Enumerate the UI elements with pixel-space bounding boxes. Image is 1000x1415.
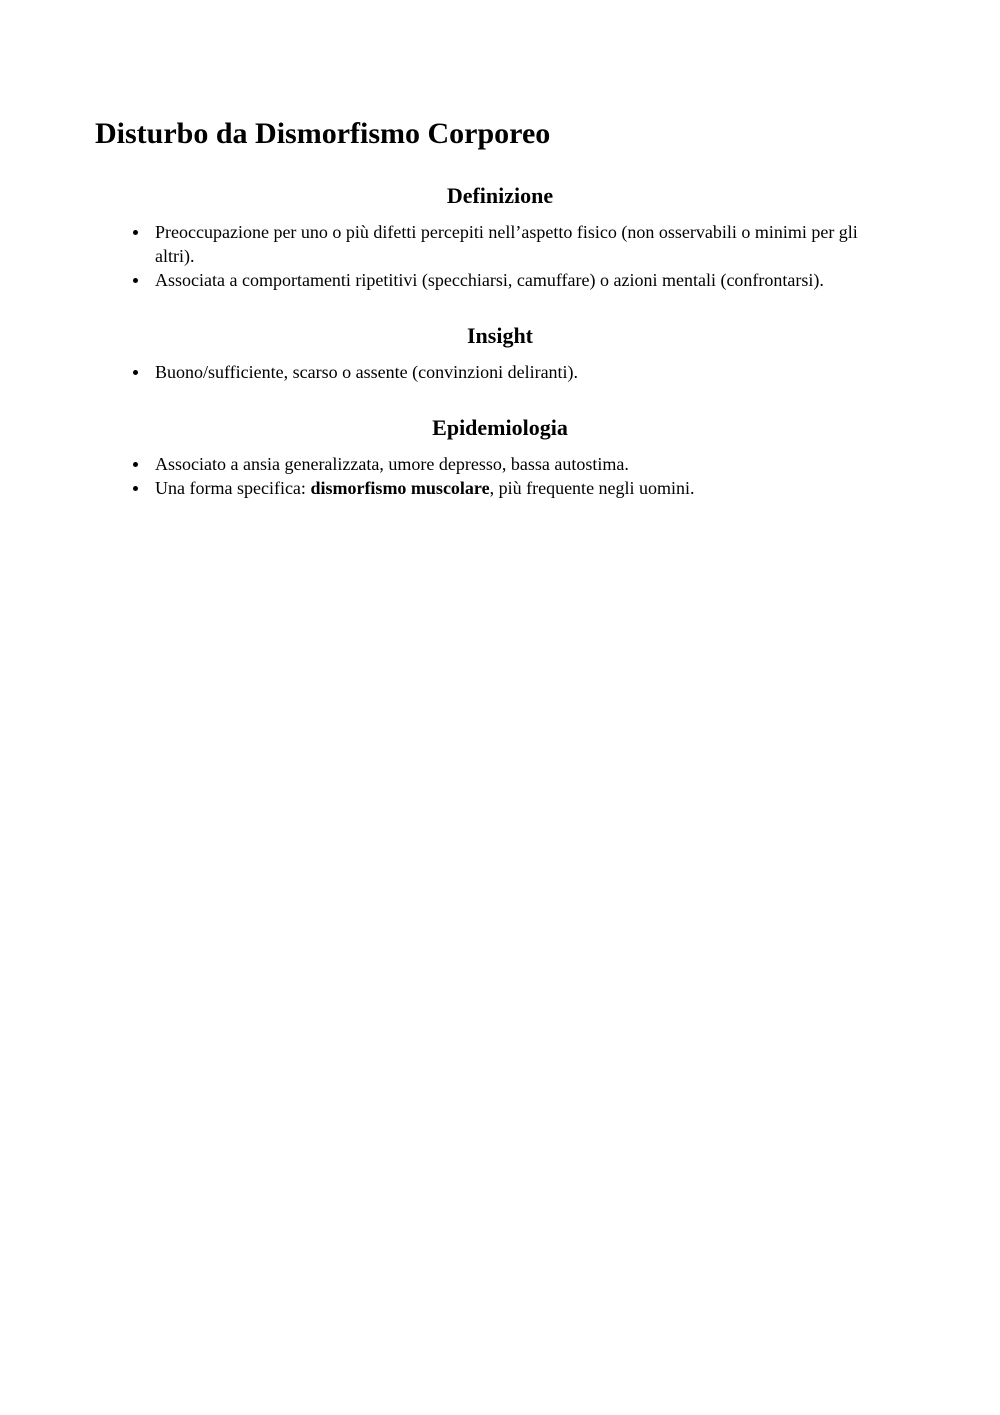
list-item-text-prefix: Una forma specifica:	[155, 478, 311, 498]
bullet-icon	[133, 278, 138, 283]
list-item-text-suffix: , più frequente negli uomini.	[489, 478, 695, 498]
bullet-icon	[133, 462, 138, 467]
list-item-text: Buono/sufficiente, scarso o assente (convinzioni deliranti).	[155, 362, 579, 382]
page-title: Disturbo da Dismorfismo Corporeo	[95, 117, 551, 150]
list-item	[0, 268, 900, 292]
list-item-text: Associato a ansia generalizzata, umore depresso, bassa autostima.	[155, 454, 629, 474]
bullet-list-insight	[0, 360, 1000, 384]
section-heading-insight: Insight	[466, 323, 534, 348]
bullet-list-definizione	[0, 220, 1000, 292]
list-item	[0, 360, 900, 384]
list-item-text: Preoccupazione per uno o più difetti percepiti nell’aspetto fisico (non osservabili o minimi per gli altri).	[155, 222, 858, 266]
list-item-text: Associata a comportamenti ripetitivi (specchiarsi, camuffare) o azioni mentali (confrontarsi).	[155, 270, 824, 290]
list-item	[0, 220, 900, 268]
list-item	[0, 476, 900, 500]
list-item	[0, 452, 900, 476]
list-item-text-bold: dismorfismo muscolare	[310, 478, 490, 498]
bullet-icon	[133, 370, 138, 375]
section-heading-epidemiologia: Epidemiologia	[432, 415, 568, 440]
section-heading-definizione: Definizione	[446, 183, 554, 208]
bullet-icon	[133, 230, 138, 235]
bullet-icon	[133, 486, 138, 491]
bullet-list-epidemiologia	[0, 452, 1000, 500]
